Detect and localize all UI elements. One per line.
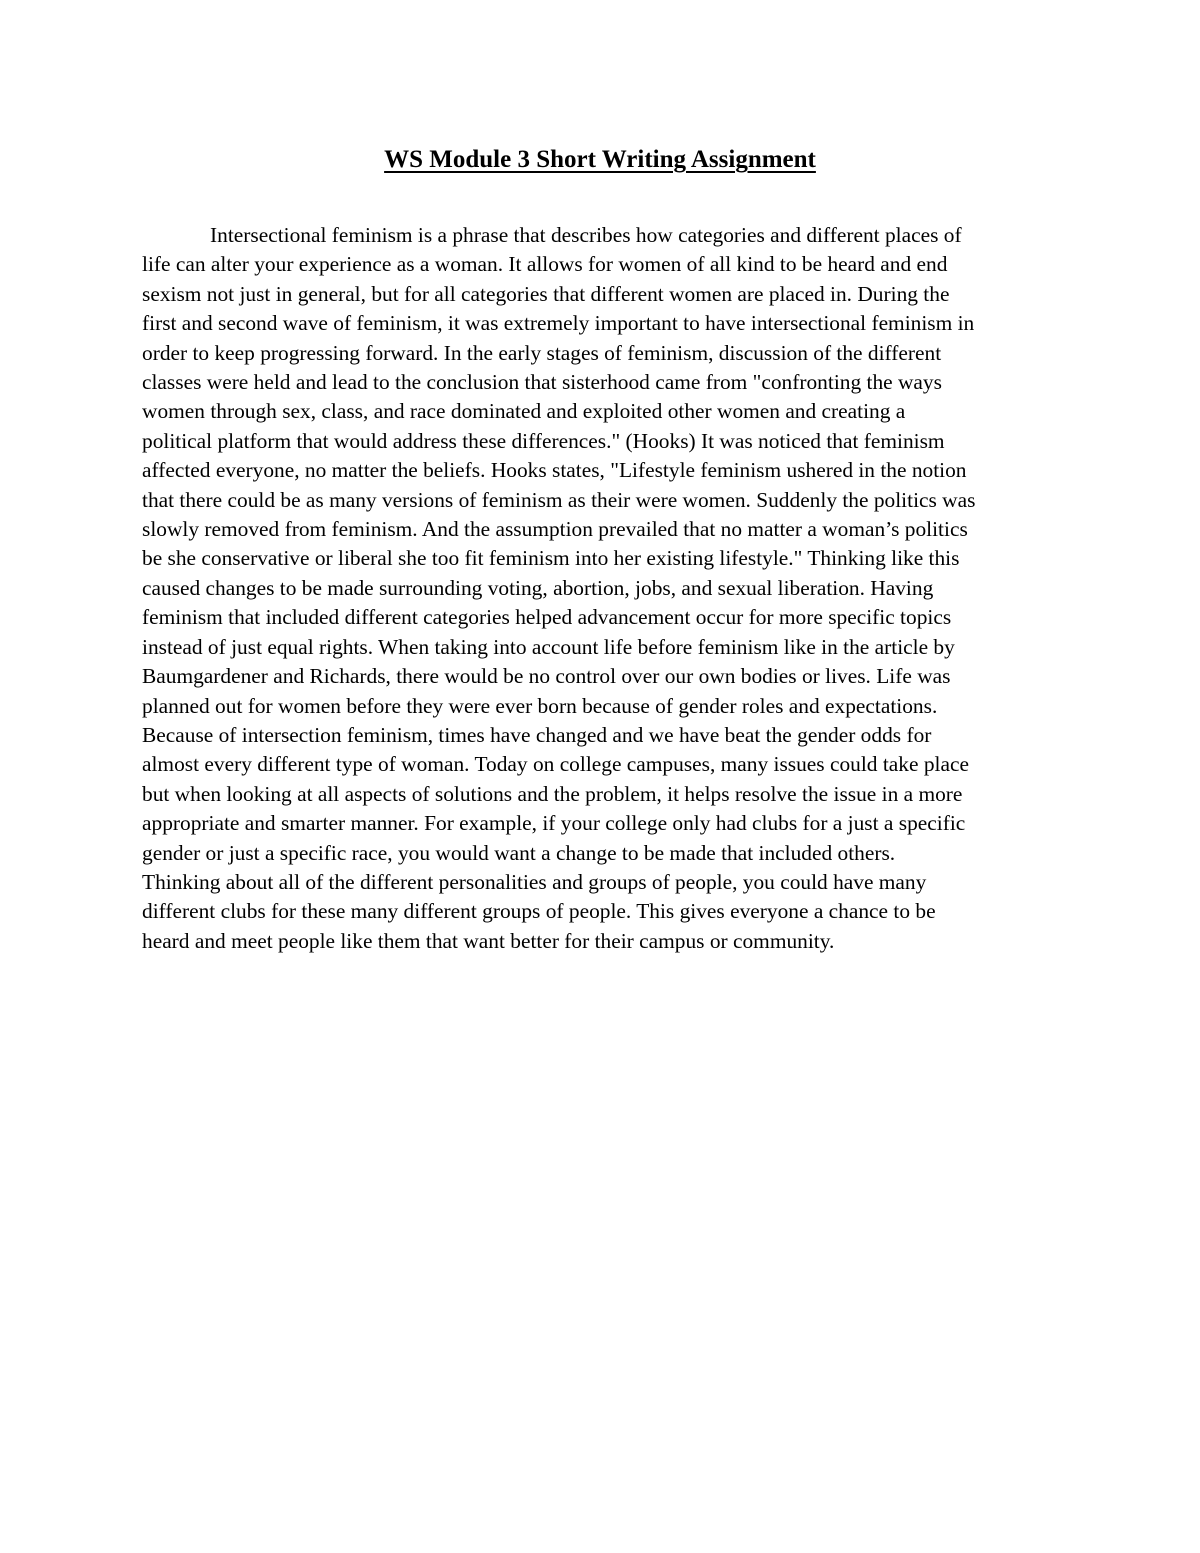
paragraph-line: life can alter your experience as a woman. It allows for women of all kind to be heard and end [142,252,948,277]
document-title: WS Module 3 Short Writing Assignment [384,146,816,173]
paragraph-line: Intersectional feminism is a phrase that describes how categories and different places of [210,223,962,247]
paragraph-line: appropriate and smarter manner. For example, if your college only had clubs for a just a specific [142,811,966,836]
paragraph-line: gender or just a specific race, you would want a change to be made that included others. [142,840,896,865]
paragraph-line: instead of just equal rights. When taking into account life before feminism like in the article by [142,634,955,659]
paragraph-line: Baumgardener and Richards, there would be no control over our own bodies or lives. Life was [142,664,951,689]
paragraph-line: but when looking at all aspects of solutions and the problem, it helps resolve the issue in a more [142,781,963,806]
paragraph-line: order to keep progressing forward. In the early stages of feminism, discussion of the different [142,340,942,365]
paragraph-line: caused changes to be made surrounding voting, abortion, jobs, and sexual liberation. Having [142,575,934,600]
essay-paragraph [142,221,1062,956]
paragraph-line: political platform that would address these differences." (Hooks) It was noticed that feminism [142,428,945,453]
paragraph-line: Thinking about all of the different personalities and groups of people, you could have many [142,869,927,894]
paragraph-line: almost every different type of woman. Today on college campuses, many issues could take place [142,752,969,777]
paragraph-line: that there could be as many versions of feminism as their were women. Suddenly the politics was [142,487,976,512]
paragraph-line: planned out for women before they were ever born because of gender roles and expectations. [142,693,938,718]
paragraph-line: feminism that included different categories helped advancement occur for more specific topics [142,605,952,630]
paragraph-line: classes were held and lead to the conclusion that sisterhood came from "confronting the ways [142,370,942,395]
paragraph-line: sexism not just in general, but for all categories that different women are placed in. During the [142,281,950,306]
paragraph-line: women through sex, class, and race dominated and exploited other women and creating a [142,399,906,424]
paragraph-line: slowly removed from feminism. And the assumption prevailed that no matter a woman’s politics [142,517,968,542]
paragraph-line: Because of intersection feminism, times have changed and we have beat the gender odds for [142,722,932,747]
paragraph-line: affected everyone, no matter the beliefs. Hooks states, "Lifestyle feminism ushered in the notion [142,458,967,483]
paragraph-line: be she conservative or liberal she too fit feminism into her existing lifestyle." Thinking like this [142,546,960,571]
paragraph-line: different clubs for these many different groups of people. This gives everyone a chance to be [142,899,936,924]
paragraph-line: first and second wave of feminism, it was extremely important to have intersectional feminism in [142,311,975,336]
paragraph-line: heard and meet people like them that want better for their campus or community. [142,928,835,953]
